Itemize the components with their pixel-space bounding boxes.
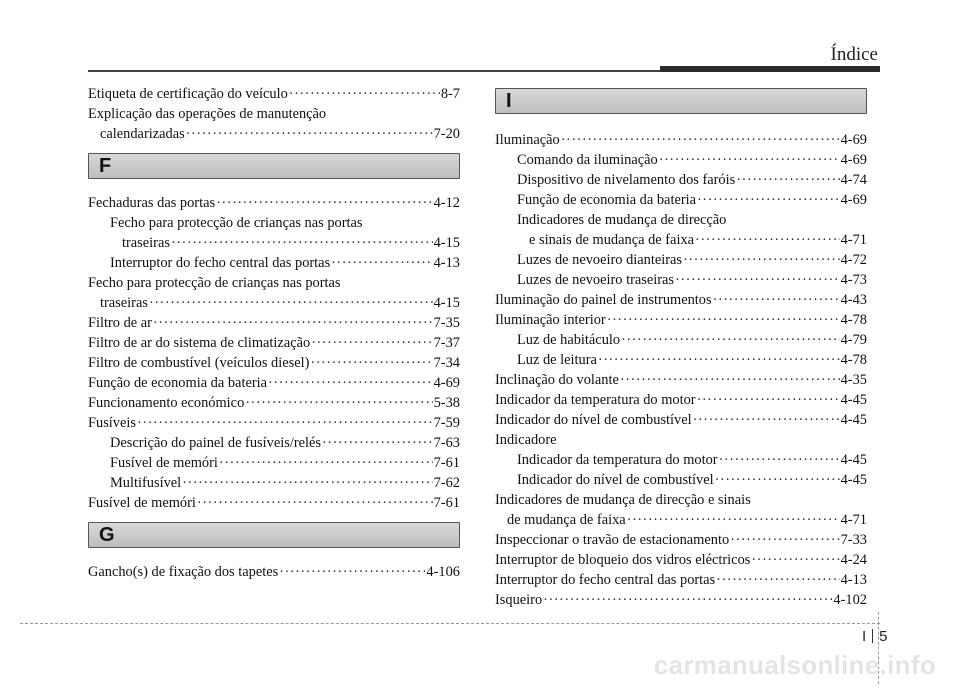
- header-rule-accent: [660, 66, 880, 72]
- index-entry: [495, 290, 867, 310]
- dot-leader: [598, 350, 840, 370]
- entry-page: 7-35: [433, 315, 460, 331]
- index-entry: [495, 590, 867, 610]
- index-entry: [88, 433, 460, 453]
- index-entry: [495, 470, 867, 490]
- dot-leader: [683, 250, 840, 270]
- entry-page: 4-24: [840, 552, 867, 568]
- entry-page: 4-15: [433, 295, 460, 311]
- entry-text: Indicador do nível de combustível: [517, 472, 714, 488]
- dot-leader: [197, 493, 433, 513]
- index-entry: [495, 570, 867, 590]
- entry-text: Iluminação interior: [495, 312, 606, 328]
- entry-text: Etiqueta de certificação do veículo: [88, 86, 288, 102]
- index-entry: [495, 170, 867, 190]
- entry-text: e sinais de mudança de faixa: [529, 232, 695, 248]
- entry-text: Inspeccionar o travão de estacionamento: [495, 532, 730, 548]
- index-entry: [88, 493, 460, 513]
- dot-leader: [607, 310, 840, 330]
- entry-text: Interruptor do fecho central das portas: [495, 572, 716, 588]
- dot-leader: [171, 233, 433, 253]
- index-entry: [88, 104, 460, 124]
- index-entry: [495, 310, 867, 330]
- index-entry: [495, 490, 867, 510]
- entry-page: 4-45: [840, 472, 867, 488]
- dot-leader: [311, 333, 432, 353]
- entry-page: 4-43: [840, 292, 867, 308]
- dot-leader: [322, 433, 433, 453]
- index-entry: [88, 233, 460, 253]
- dot-leader: [186, 124, 433, 144]
- entry-page: 7-37: [433, 335, 460, 351]
- dot-leader: [697, 190, 840, 210]
- section-header-f: [88, 153, 460, 179]
- section-letter: G: [99, 524, 115, 546]
- index-entry: [495, 510, 867, 530]
- entry-page: 4-72: [840, 252, 867, 268]
- entry-page: 4-45: [840, 452, 867, 468]
- entry-page: 4-69: [840, 192, 867, 208]
- entry-page: 7-61: [433, 455, 460, 471]
- index-entry: [495, 390, 867, 410]
- entry-text: Multifusível: [110, 475, 182, 491]
- entry-text: traseiras: [122, 235, 170, 251]
- watermark: carmanualsonline.info: [653, 650, 936, 680]
- entry-text: Interruptor do fecho central das portas: [110, 255, 331, 271]
- page-number: [862, 628, 888, 645]
- index-entry: [495, 330, 867, 350]
- dot-leader: [216, 193, 433, 213]
- entry-text: Iluminação: [495, 132, 560, 148]
- dot-leader: [719, 450, 840, 470]
- entry-text: Indicadores de mudança de direcção e sinais: [495, 492, 751, 508]
- entry-text: Dispositivo de nivelamento dos faróis: [517, 172, 736, 188]
- page-section-letter: I: [862, 628, 867, 645]
- entry-text: Luz de leitura: [517, 352, 597, 368]
- entry-text: Comando da iluminação: [517, 152, 658, 168]
- entry-page: 4-69: [433, 375, 460, 391]
- entry-text: Função de economia da bateria: [517, 192, 697, 208]
- entry-text: Função de economia da bateria: [88, 375, 268, 391]
- entry-page: 7-63: [433, 435, 460, 451]
- index-entry: [88, 473, 460, 493]
- dot-leader: [695, 230, 840, 250]
- entry-text: Filtro de ar: [88, 315, 152, 331]
- entry-page: 4-69: [840, 152, 867, 168]
- entry-text: Fecho para protecção de crianças nas portas: [110, 215, 363, 231]
- page-title: Índice: [830, 44, 878, 65]
- dot-leader: [153, 313, 433, 333]
- entry-text: Explicação das operações de manutenção: [88, 106, 327, 122]
- entry-text: Fusíveis: [88, 415, 136, 431]
- index-entry: [88, 333, 460, 353]
- index-entry: [495, 150, 867, 170]
- section-header-i: [495, 88, 867, 114]
- dot-leader: [182, 473, 432, 493]
- entry-text: Indicadore: [495, 432, 557, 448]
- entry-page: 7-62: [433, 475, 460, 491]
- entry-page: 8-7: [440, 86, 460, 102]
- dot-leader: [751, 550, 839, 570]
- dot-leader: [730, 530, 839, 550]
- entry-text: Indicador do nível de combustível: [495, 412, 692, 428]
- index-entry: [88, 413, 460, 433]
- index-entry: [495, 410, 867, 430]
- index-entry: [88, 393, 460, 413]
- entry-text: Isqueiro: [495, 592, 543, 608]
- index-entry: [88, 84, 460, 104]
- entry-page: 4-79: [840, 332, 867, 348]
- index-entry: [88, 353, 460, 373]
- entry-page: 7-33: [840, 532, 867, 548]
- entry-text: Inclinação do volante: [495, 372, 619, 388]
- index-entry: [495, 130, 867, 150]
- dot-leader: [715, 470, 840, 490]
- entry-text: Iluminação do painel de instrumentos: [495, 292, 712, 308]
- entry-page: 4-73: [840, 272, 867, 288]
- entry-text: Luzes de nevoeiro dianteiras: [517, 252, 683, 268]
- index-entry: [495, 190, 867, 210]
- dot-leader: [736, 170, 839, 190]
- index-entry: [88, 124, 460, 144]
- dot-leader: [289, 84, 440, 104]
- entry-page: 4-45: [840, 392, 867, 408]
- index-entry: [88, 253, 460, 273]
- index-entry: [88, 453, 460, 473]
- dot-leader: [561, 130, 840, 150]
- dot-leader: [713, 290, 840, 310]
- section-header-g: [88, 522, 460, 548]
- index-entry: [495, 230, 867, 250]
- entry-page: 4-15: [433, 235, 460, 251]
- entry-page: 4-78: [840, 352, 867, 368]
- dot-leader: [245, 393, 432, 413]
- footer-dashed-rule: [20, 623, 880, 624]
- index-entry: [495, 530, 867, 550]
- dot-leader: [268, 373, 433, 393]
- dot-leader: [137, 413, 433, 433]
- entry-text: Interruptor de bloqueio dos vidros eléctricos: [495, 552, 751, 568]
- dot-leader: [310, 353, 432, 373]
- page-number-value: 5: [879, 628, 888, 645]
- index-entry: [495, 270, 867, 290]
- entry-page: 4-45: [840, 412, 867, 428]
- dot-leader: [716, 570, 839, 590]
- entry-text: Gancho(s) de fixação dos tapetes: [88, 564, 279, 580]
- entry-page: 4-74: [840, 172, 867, 188]
- dot-leader: [627, 510, 840, 530]
- dot-leader: [693, 410, 840, 430]
- entry-page: 4-106: [426, 564, 460, 580]
- dot-leader: [675, 270, 840, 290]
- index-entry: [495, 370, 867, 390]
- entry-text: Fusível de memóri: [88, 495, 196, 511]
- entry-page: 4-35: [840, 372, 867, 388]
- entry-page: 7-34: [433, 355, 460, 371]
- entry-text: Indicadores de mudança de direcção: [517, 212, 727, 228]
- entry-page: 4-13: [433, 255, 460, 271]
- index-entry: [495, 550, 867, 570]
- dot-leader: [279, 562, 425, 582]
- entry-text: Indicador da temperatura do motor: [495, 392, 696, 408]
- section-letter: I: [506, 90, 512, 112]
- index-entry: [88, 373, 460, 393]
- entry-page: 4-78: [840, 312, 867, 328]
- entry-text: Luz de habitáculo: [517, 332, 621, 348]
- entry-text: Funcionamento económico: [88, 395, 245, 411]
- entry-page: 4-71: [840, 232, 867, 248]
- entry-text: Filtro de combustível (veículos diesel): [88, 355, 310, 371]
- index-entry: [88, 213, 460, 233]
- entry-page: 4-102: [833, 592, 867, 608]
- dot-leader: [620, 370, 840, 390]
- index-entry: [495, 210, 867, 230]
- entry-text: de mudança de faixa: [507, 512, 626, 528]
- entry-page: 7-61: [433, 495, 460, 511]
- entry-text: calendarizadas: [100, 126, 185, 142]
- entry-text: Fusível de memóri: [110, 455, 218, 471]
- index-entry: [88, 293, 460, 313]
- index-entry: [88, 273, 460, 293]
- dot-leader: [697, 390, 840, 410]
- entry-text: Fechaduras das portas: [88, 195, 216, 211]
- index-entry: [495, 430, 867, 450]
- dot-leader: [331, 253, 432, 273]
- entry-text: Descrição do painel de fusíveis/relés: [110, 435, 321, 451]
- index-column-right: [495, 88, 867, 610]
- entry-page: 5-38: [433, 395, 460, 411]
- entry-page: 7-20: [433, 126, 460, 142]
- entry-text: Filtro de ar do sistema de climatização: [88, 335, 311, 351]
- dot-leader: [621, 330, 840, 350]
- dot-leader: [659, 150, 840, 170]
- entry-text: traseiras: [100, 295, 148, 311]
- index-entry: [495, 250, 867, 270]
- entry-page: 4-12: [433, 195, 460, 211]
- entry-text: Fecho para protecção de crianças nas portas: [88, 275, 341, 291]
- index-entry: [495, 450, 867, 470]
- entry-text: Indicador da temperatura do motor: [517, 452, 718, 468]
- page-number-separator: [872, 629, 873, 643]
- index-entry: [495, 350, 867, 370]
- index-entry: [88, 193, 460, 213]
- dot-leader: [219, 453, 433, 473]
- entry-page: 4-71: [840, 512, 867, 528]
- entry-page: 4-69: [840, 132, 867, 148]
- index-column-left: [88, 84, 460, 582]
- dot-leader: [543, 590, 832, 610]
- entry-page: 4-13: [840, 572, 867, 588]
- index-entry: [88, 562, 460, 582]
- entry-text: Luzes de nevoeiro traseiras: [517, 272, 675, 288]
- dot-leader: [149, 293, 433, 313]
- index-entry: [88, 313, 460, 333]
- section-letter: F: [99, 155, 112, 177]
- entry-page: 7-59: [433, 415, 460, 431]
